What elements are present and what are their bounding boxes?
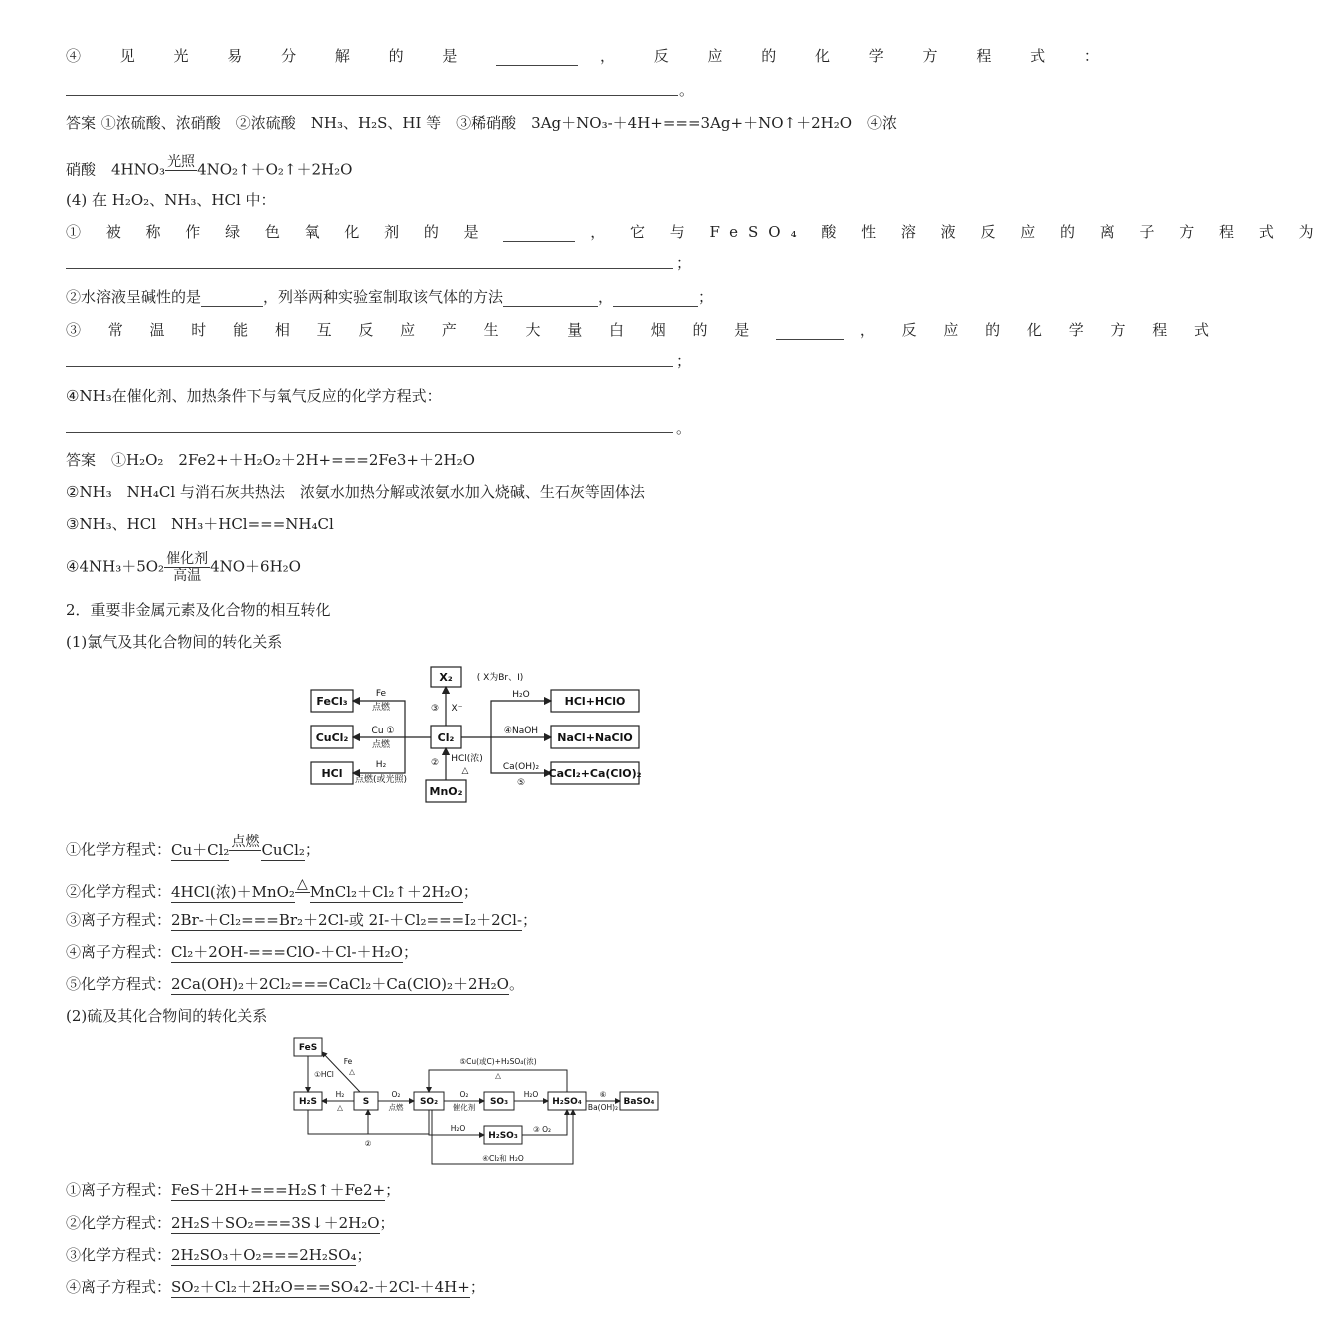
cl-eq1: ①化学方程式：Cu＋Cl₂ 点燃 CuCl₂； (66, 834, 320, 859)
q3-item4-text: ④ 见 光 易 分 解 的 是 (66, 47, 475, 65)
h2so3-label: H₂SO₃ (488, 1131, 518, 1141)
answer4-line1: 答案 ①H₂O₂ 2Fe2+＋H₂O₂＋2H+===2Fe3+＋2H₂O (66, 451, 475, 469)
mno2-label: MnO₂ (429, 785, 463, 798)
step5-label: ⑤Cu(或C)+H₂SO₄(浓) (459, 1057, 537, 1066)
x2-note: ( X为Br、I) (476, 673, 524, 683)
s-label: S (362, 1097, 370, 1107)
q4-item2: ②水溶液呈碱性的是 ，列举两种实验室制取该气体的方法 ， ； (66, 288, 714, 306)
answer3-line1 (66, 113, 897, 133)
heat-label: △ (461, 766, 469, 776)
hcl-label: ①HCl (314, 1070, 334, 1079)
q4-heading: (4) 在 H₂O₂、NH₃、HCl 中： (66, 191, 276, 209)
cucl2-label: CuCl₂ (315, 731, 349, 744)
so3-label: SO₃ (489, 1097, 509, 1107)
heat-label: △ (495, 1071, 501, 1080)
cl-eq3: ③离子方程式：2Br-＋Cl₂===Br₂＋2Cl-或 2I-＋Cl₂===I₂＋2Cl-； (66, 911, 538, 929)
condition-label: 点燃(或光照) (354, 775, 408, 785)
period: 。 (679, 81, 695, 99)
s-eq1: ①离子方程式：FeS＋2H+===H₂S↑＋Fe2+； (66, 1181, 401, 1199)
condition-label: 催化剂 (452, 1103, 476, 1112)
baoh-label: Ba(OH)₂ (587, 1103, 619, 1112)
fecl3-label: FeCl₃ (316, 695, 348, 708)
heat-label: △ (337, 1103, 343, 1112)
answer4-line2: ②NH₃ NH₄Cl 与消石灰共热法 浓氨水加热分解或浓氨水加入烧碱、生石灰等固体法 (66, 483, 645, 501)
answer3-text2: 硝酸 4HNO₃ (66, 160, 166, 179)
cl-eq2: ②化学方程式：4HCl(浓)＋MnO₂ △ MnCl₂＋Cl₂↑＋2H₂O； (66, 876, 478, 901)
q3-item4-text2: ， 反 应 的 化 学 方 程 式 ： (599, 47, 1116, 65)
s-eq2: ②化学方程式：2H₂S＋SO₂===3S↓＋2H₂O； (66, 1214, 395, 1232)
step-label: ② (430, 758, 440, 768)
answer-blank[interactable] (201, 290, 263, 307)
step-label: ③ (430, 704, 440, 714)
answer-line[interactable] (66, 268, 673, 269)
h2o-label: H₂O (523, 1090, 539, 1099)
answer-line[interactable] (66, 366, 673, 367)
q4-item3: ③ 常 温 时 能 相 互 反 应 产 生 大 量 白 烟 的 是 ， 反 应 的 化 学 方 程 式 (66, 321, 1221, 339)
section-title: 2．重要非金属元素及化合物的相互转化 (66, 601, 331, 619)
s-eq3: ③化学方程式：2H₂SO₃＋O₂===2H₂SO₄； (66, 1246, 372, 1264)
answer-line[interactable] (66, 95, 678, 96)
period: 。 (676, 419, 692, 437)
subsection-title: (2)硫及其化合物间的转化关系 (66, 1007, 268, 1025)
reaction-condition: 光照 (167, 154, 196, 170)
chlorine-diagram (305, 662, 650, 804)
naoh-label: ④NaOH (503, 726, 539, 736)
baso4-label: BaSO₄ (623, 1097, 655, 1107)
s-eq4: ④离子方程式：SO₂＋Cl₂＋2H₂O===SO₄2-＋2Cl-＋4H+； (66, 1278, 485, 1296)
semicolon: ； (676, 352, 692, 370)
o2-label: O₂ (459, 1090, 469, 1099)
subsection-title: (1)氯气及其化合物间的转化关系 (66, 633, 283, 651)
reaction-condition: $\frac{\text{催化剂}}{\text{高温}}$ (166, 551, 209, 584)
heat-label: △ (349, 1067, 355, 1076)
hclo-label: HCl+HClO (564, 695, 626, 708)
q4-item1: ① 被 称 作 绿 色 氧 化 剂 的 是 ， 它 与 FeSO₄ 酸 性 溶 液 反 应 的 离 子 方 程 式 为 (66, 223, 1324, 241)
condition-label: 点燃 (388, 1103, 404, 1112)
answer-blank[interactable] (503, 290, 598, 307)
answer4-line4: ④4NH₃＋5O₂ $\frac{\text{催化剂}}{\text{高温}}$ 4NO＋6H₂O (66, 551, 301, 584)
fe-label: Fe (375, 689, 387, 699)
h2o-label: H₂O (450, 1124, 466, 1133)
step-label: ② (364, 1139, 372, 1148)
sulfur-diagram (290, 1034, 660, 1168)
xminus-label: X⁻ (451, 704, 463, 714)
so2-label: SO₂ (419, 1097, 439, 1107)
answer3-line2 (66, 154, 352, 187)
answer3-text3: 4NO₂↑＋O₂↑＋2H₂O (197, 160, 353, 179)
cl-eq5: ⑤化学方程式：2Ca(OH)₂＋2Cl₂===CaCl₂＋Ca(ClO)₂＋2H₂O。 (66, 975, 524, 993)
answer-line[interactable] (66, 432, 673, 433)
step-label: ⑥ (599, 1090, 607, 1099)
h2-label: H₂ (335, 1090, 345, 1099)
answer-blank[interactable] (776, 323, 844, 340)
answer-blank[interactable] (503, 225, 575, 242)
answer3-text: ①浓硫酸、浓硝酸 ②浓硫酸 NH₃、H₂S、HI 等 ③稀硝酸 3Ag＋NO₃-＋4H+===3Ag+＋NO↑＋2H₂O ④浓 (100, 114, 898, 132)
q4-item4: ④NH₃在催化剂、加热条件下与氧气反应的化学方程式： (66, 387, 442, 405)
cu-label: Cu ① (371, 726, 395, 736)
o2-label: O₂ (391, 1090, 401, 1099)
answer-label: 答案 (66, 114, 97, 132)
h2so4-label: H₂SO₄ (552, 1097, 582, 1107)
step-label: ③ O₂ (532, 1125, 552, 1134)
h2o-label: H₂O (512, 690, 530, 700)
step4-label: ④Cl₂和 H₂O (482, 1154, 524, 1163)
semicolon: ； (676, 254, 692, 272)
x2-label: X₂ (439, 671, 453, 684)
h2-label: H₂ (375, 760, 387, 770)
step-label: ⑤ (516, 778, 526, 788)
q3-item4-line (66, 46, 1116, 66)
answer4-line3: ③NH₃、HCl NH₃＋HCl===NH₄Cl (66, 515, 334, 533)
caoh-label: Ca(OH)₂ (502, 762, 540, 772)
hcl-label: HCl (321, 767, 343, 780)
cl2-label: Cl₂ (437, 731, 455, 744)
condition-label: 点燃 (371, 703, 391, 713)
answer-blank[interactable] (496, 49, 578, 66)
fe-label: Fe (343, 1057, 353, 1066)
naclo-label: NaCl+NaClO (557, 731, 633, 744)
cl-eq4: ④离子方程式：Cl₂＋2OH-===ClO-＋Cl-＋H₂O； (66, 943, 418, 961)
condition-label: 点燃 (371, 740, 391, 750)
fes-label: FeS (298, 1043, 318, 1053)
h2s-label: H₂S (299, 1097, 317, 1107)
answer-blank[interactable] (613, 290, 698, 307)
cacl-label: CaCl₂+Ca(ClO)₂ (548, 767, 642, 780)
hcl-conc-label: HCl(浓) (451, 754, 483, 764)
